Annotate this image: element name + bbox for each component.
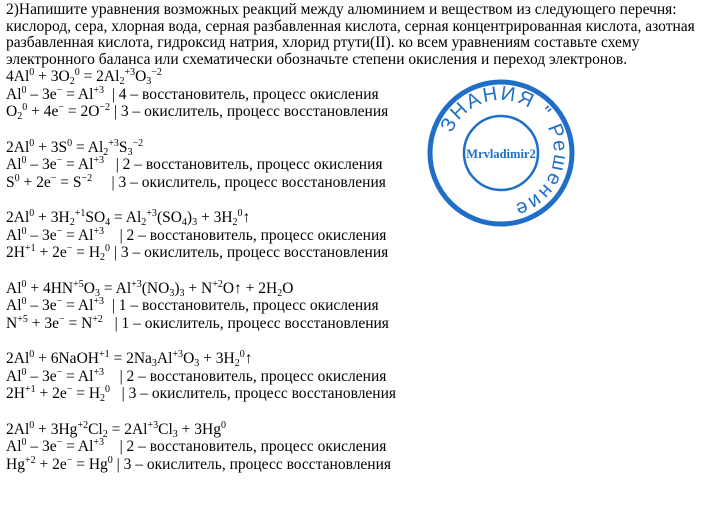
electron-balance-line: $O_2^0 + 4e^- = 2O^{-2}$ | 3 – окислитель, процесс восстановления xyxy=(6,102,389,122)
reaction-block xyxy=(6,280,711,333)
electron-balance-line: $Al^0 - 3e^- = Al^{+3}$ | 2 – восстановитель, процесс окисления xyxy=(6,155,383,173)
reaction-equation: $Al^0 + 4HN^{+5}O_3 = Al^{+3}(NO_3)_3$ + $N^{+2}O↑ + 2H_2O$ xyxy=(6,278,294,299)
document-page xyxy=(6,2,711,473)
electron-balance-line: $Al^0 - 3e^- = Al^{+3}$ | 2 – восстановитель, процесс окисления xyxy=(6,437,387,455)
electron-balance-line: $Al^0 - 3e^- = Al^{+3}$ | 4 – восстановитель, процесс окисления xyxy=(6,84,379,103)
electron-balance-line: $N^{+5} + 3e^- = N^{+2}$ | 1 – окислитель, процесс восстановления xyxy=(6,313,389,332)
reaction-equation: $2Al^0$ + 6NaOH$^{+1}$ = $2Na_3Al^{+3}O_3$ + $3H_2^0↑$ xyxy=(6,349,253,369)
reaction-equation: $2Al^0 + 3Hg^{+2}Cl_2 = 2Al^{+3}Cl_3 + 3Hg^0$ xyxy=(6,419,226,440)
reaction-list xyxy=(6,68,711,473)
reaction-block xyxy=(6,68,711,121)
reaction-block xyxy=(6,139,711,192)
electron-balance-line: $Al^0 - 3e^- = Al^{+3}$ | 2 – восстановитель, процесс окисления xyxy=(6,366,387,385)
stamp-seal xyxy=(426,78,576,228)
electron-balance-line: $Al^0 - 3e^- = Al^{+3}$ | 2 – восстановитель, процесс окисления xyxy=(6,225,387,244)
reaction-block xyxy=(6,421,711,474)
electron-balance-line: $2H^{+1} + 2e^- = H_2^0$ | 3 – окислитель, процесс восстановления xyxy=(6,384,397,404)
electron-balance-line: $S^0 + 2e^- = S^{-2}$ | 3 – окислитель, процесс восстановления xyxy=(6,172,386,191)
electron-balance-line: $Al^0 - 3e^- = Al^{+3}$ | 1 – восстановитель, процесс окисления xyxy=(6,296,379,314)
task-statement: 2)Напишите уравнения возможных реакций между алюминием и веществом из следующего перечня: кислород, сера, хлорная вода, серная разбавленная кислота, серная концентрированная кислота, азотная разбавленная кислота, гидроксид натрия, хлорид ртути(II). ко всем уравнениям составьте схему электронного баланса или схематически обозначьте степени окисления и переход электронов. xyxy=(6,1,695,68)
reaction-block xyxy=(6,209,711,262)
reaction-equation: $4Al^0 + 3O_2^0 = 2Al_2^{+3}O_3^{-2}$ xyxy=(6,67,162,87)
reaction-equation: $2Al^0 + 3S^0 = Al_2^{+3}S_3^{-2}$ xyxy=(6,137,144,158)
electron-balance-line: $2H^{+1} + 2e^- = H_2^0$ | 3 – окислитель, процесс восстановления xyxy=(6,243,389,263)
reaction-block xyxy=(6,350,711,403)
stamp-arc-text: ЗНАНИЯ " Решение xyxy=(436,82,572,222)
electron-balance-line: $Hg^{+2} + 2e^- = Hg^0$ | 3 – окислитель, процесс восстановления xyxy=(6,454,392,473)
stamp-center-text: Mrvladimir2 xyxy=(466,147,536,161)
reaction-equation: $2Al^0 + 3H_2^{+1}SO_4 = Al_2^{+3}(SO_4)_3$ + $3H_2^0↑$ xyxy=(6,208,251,228)
